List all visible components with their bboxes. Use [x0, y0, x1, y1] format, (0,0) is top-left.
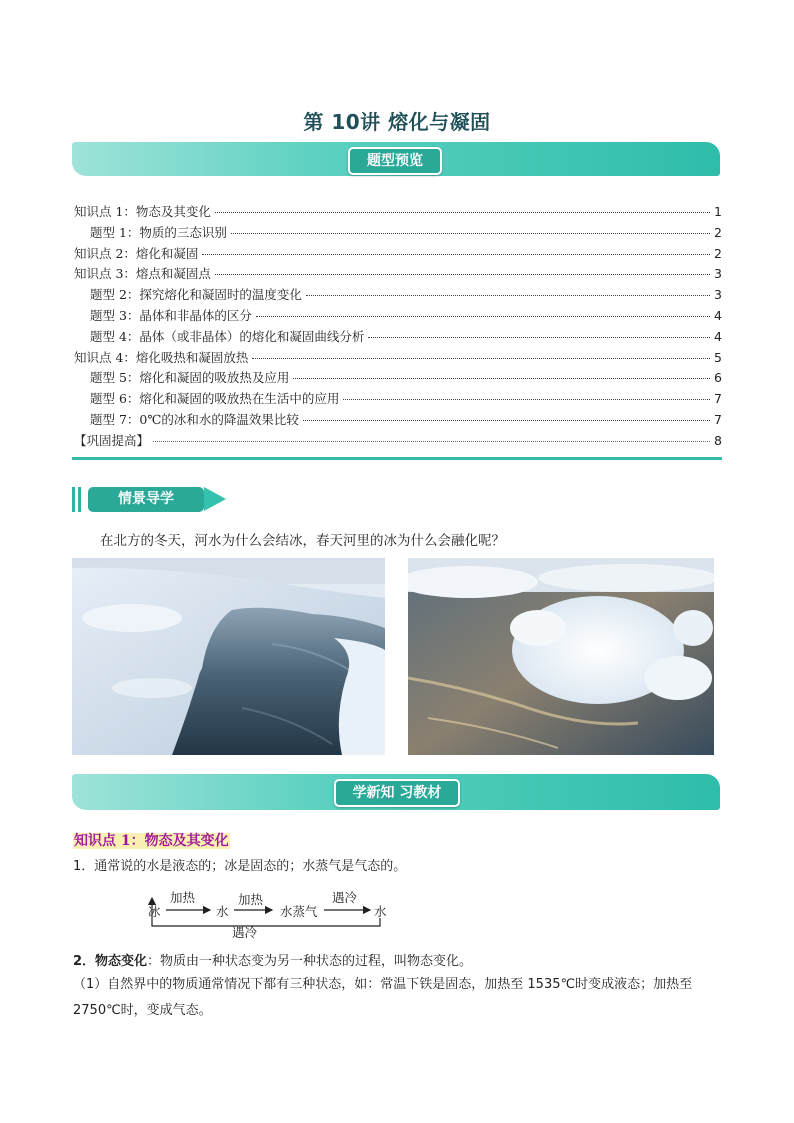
toc-leader: [303, 420, 710, 421]
diagram-heat-1: 加热: [170, 890, 196, 905]
page-title: 第 10讲 熔化与凝固: [303, 110, 491, 134]
toc-label: 题型 7：0℃的冰和水的降温效果比较: [90, 411, 299, 427]
toc-label: 知识点 1：物态及其变化: [74, 204, 211, 219]
diagram-cool-2: 遇冷: [232, 925, 258, 940]
toc-leader: [306, 295, 710, 296]
toc-page-number: 7: [714, 411, 722, 427]
toc-leader: [293, 378, 710, 379]
toc-leader: [215, 212, 710, 213]
toc-label: 题型 5：熔化和凝固的吸放热及应用: [90, 370, 290, 386]
toc-divider: [72, 457, 722, 460]
toc-label: 题型 3：晶体和非晶体的区分: [90, 307, 252, 323]
toc-page-number: 7: [714, 391, 722, 407]
toc-row[interactable]: [74, 306, 722, 327]
toc-page-number: 3: [714, 287, 722, 303]
table-of-contents: [74, 202, 722, 452]
frozen-river-photo: [72, 558, 385, 755]
toc-row[interactable]: [74, 389, 722, 410]
toc-page-number: 2: [714, 224, 722, 240]
paragraph-2: 2．物态变化：物质由一种状态变为另一种状态的过程，叫物态变化。: [73, 954, 473, 969]
diagram-heat-2: 加热: [238, 892, 264, 907]
toc-page-number: 4: [714, 328, 722, 344]
diagram-water: 水: [216, 904, 229, 919]
frost-stream-photo: [408, 558, 714, 755]
toc-row[interactable]: [74, 327, 722, 348]
diagram-steam: 水蒸气: [280, 904, 318, 919]
toc-page-number: 8: [714, 432, 722, 448]
toc-leader: [231, 233, 710, 234]
toc-row[interactable]: [74, 264, 722, 285]
toc-page-number: 1: [714, 204, 722, 219]
toc-row[interactable]: [74, 348, 722, 369]
toc-leader: [256, 316, 710, 317]
toc-label: 题型 6：熔化和凝固的吸放热在生活中的应用: [90, 391, 340, 407]
toc-leader: [368, 337, 710, 338]
toc-leader: [343, 399, 710, 400]
toc-label: 知识点 2：熔化和凝固: [74, 245, 199, 261]
toc-leader: [153, 441, 710, 442]
toc-label: 知识点 3：熔点和凝固点: [74, 266, 211, 282]
diagram-cool-1: 遇冷: [332, 890, 358, 905]
toc-row[interactable]: [74, 431, 722, 452]
toc-page-number: 3: [714, 266, 722, 282]
state-change-diagram: [140, 886, 400, 938]
toc-label: 知识点 4：熔化吸热和凝固放热: [74, 349, 249, 365]
overview-banner: [72, 142, 720, 176]
diagram-water-2: 水: [374, 904, 387, 919]
toc-label: 【巩固提高】: [74, 432, 150, 448]
scene-label: 情景导学: [88, 487, 204, 512]
paragraph-1: 1．通常说的水是液态的；冰是固态的；水蒸气是气态的。: [73, 859, 407, 874]
intro-question: 在北方的冬天，河水为什么会结冰，春天河里的冰为什么会融化呢？: [100, 533, 505, 549]
toc-row[interactable]: [74, 285, 722, 306]
toc-leader: [202, 254, 710, 255]
learn-banner: [72, 774, 720, 810]
toc-row[interactable]: [74, 244, 722, 265]
paragraph-3: （1）自然界中的物质通常情况下都有三种状态，如：常温下铁是固态，加热至 1535℃时变成液态；加热至 2750℃时，变成气态。: [73, 977, 693, 1018]
scene-arrow-icon: [204, 487, 226, 511]
toc-row[interactable]: [74, 410, 722, 431]
overview-banner-label: 题型预览: [348, 147, 442, 175]
toc-row[interactable]: [74, 223, 722, 244]
toc-row[interactable]: [74, 368, 722, 389]
toc-label: 题型 1：物质的三态识别: [90, 224, 227, 240]
toc-page-number: 5: [714, 349, 722, 365]
toc-page-number: 6: [714, 370, 722, 386]
toc-label: 题型 4：晶体（或非晶体）的熔化和凝固曲线分析: [90, 328, 365, 344]
toc-leader: [252, 358, 710, 359]
toc-leader: [215, 274, 710, 275]
diagram-ice: 冰: [148, 904, 161, 919]
toc-row[interactable]: [74, 202, 722, 223]
toc-page-number: 2: [714, 245, 722, 261]
learn-banner-label: 学新知 习教材: [334, 779, 460, 807]
toc-label: 题型 2：探究熔化和凝固时的温度变化: [90, 287, 302, 303]
knowledge-point-title: 知识点 1：物态及其变化: [74, 833, 229, 849]
toc-page-number: 4: [714, 307, 722, 323]
